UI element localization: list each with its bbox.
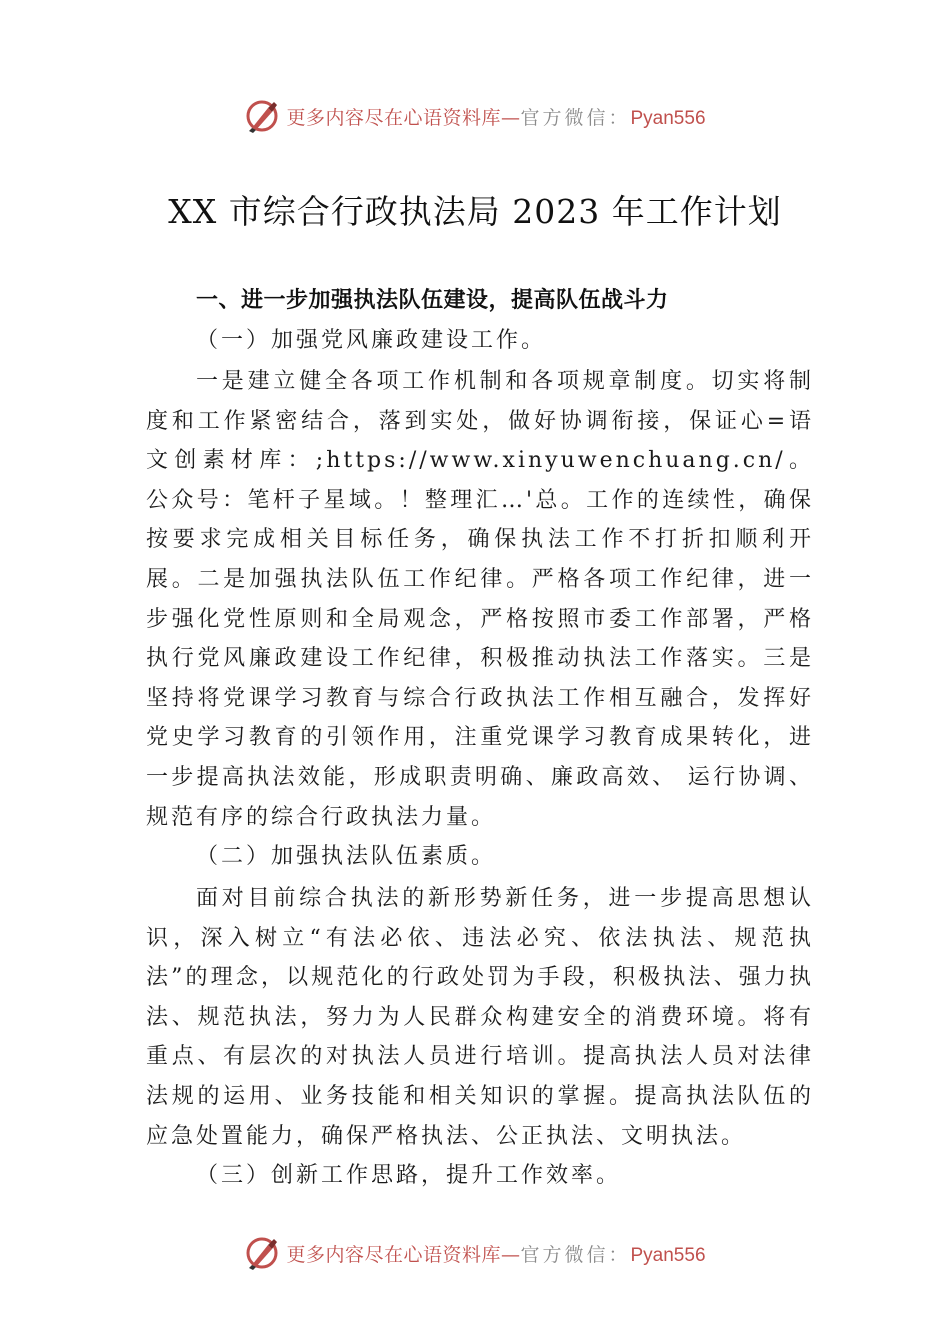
paragraph-1: 一是建立健全各项工作机制和各项规章制度。切实将制度和工作紧密结合，落到实处，做好协调衔接，保证心=语文创素材库：;https://www.xinyuwenchuang.cn/。公众号：笔杆子星域。！整理汇…'总。工作的连续性，确保按要求完成相关目标任务，确保执法工作不打折扣顺利开展。二是加强执法队伍工作纪律。严格各项工作纪律，进一步强化党性原则和全局观念，严格按照市委工作部署，严格执行党风廉政建设工作纪律，积极推动执法工作落实。三是坚持将党课学习教育与综合行政执法工作相互融合，发挥好党史学习教育的引领作用，注重党课学习教育成果转化，进一步提高执法效能，形成职责明确、廉政高效、 运行协调、规范有序的综合行政执法力量。 — [146, 369, 814, 830]
document-title: XX 市综合行政执法局 2023 年工作计划 — [168, 192, 782, 231]
subsection-heading-3: （三）创新工作思路，提升工作效率。 — [196, 1163, 622, 1188]
banner-text: 更多内容尽在心语资料库—官方微信：Pyan556 — [286, 1243, 706, 1266]
subsection-heading-1: （一）加强党风廉政建设工作。 — [196, 328, 547, 353]
banner-text: 更多内容尽在心语资料库—官方微信：Pyan556 — [286, 106, 706, 129]
paragraph-2: 面对目前综合执法的新形势新任务，进一步提高思想认识，深入树立“有法必依、违法必究、依法执法、规范执法”的理念，以规范化的行政处罚为手段，积极执法、强力执法、规范执法，努力为人民群众构建安全的消费环境。将有重点、有层次的对执法人员进行培训。提高执法人员对法律法规的运用、业务技能和相关知识的掌握。提高执法队伍的应急处置能力，确保严格执法、公正执法、文明执法。 — [146, 886, 814, 1149]
header-banner — [0, 96, 950, 136]
subsection-heading-2: （二）加强执法队伍素质。 — [196, 844, 497, 869]
footer-banner — [0, 1233, 950, 1273]
section-heading: 一、进一步加强执法队伍建设，提高队伍战斗力 — [196, 288, 669, 313]
pen-logo-icon — [244, 98, 280, 134]
pen-logo-icon — [244, 1235, 280, 1271]
